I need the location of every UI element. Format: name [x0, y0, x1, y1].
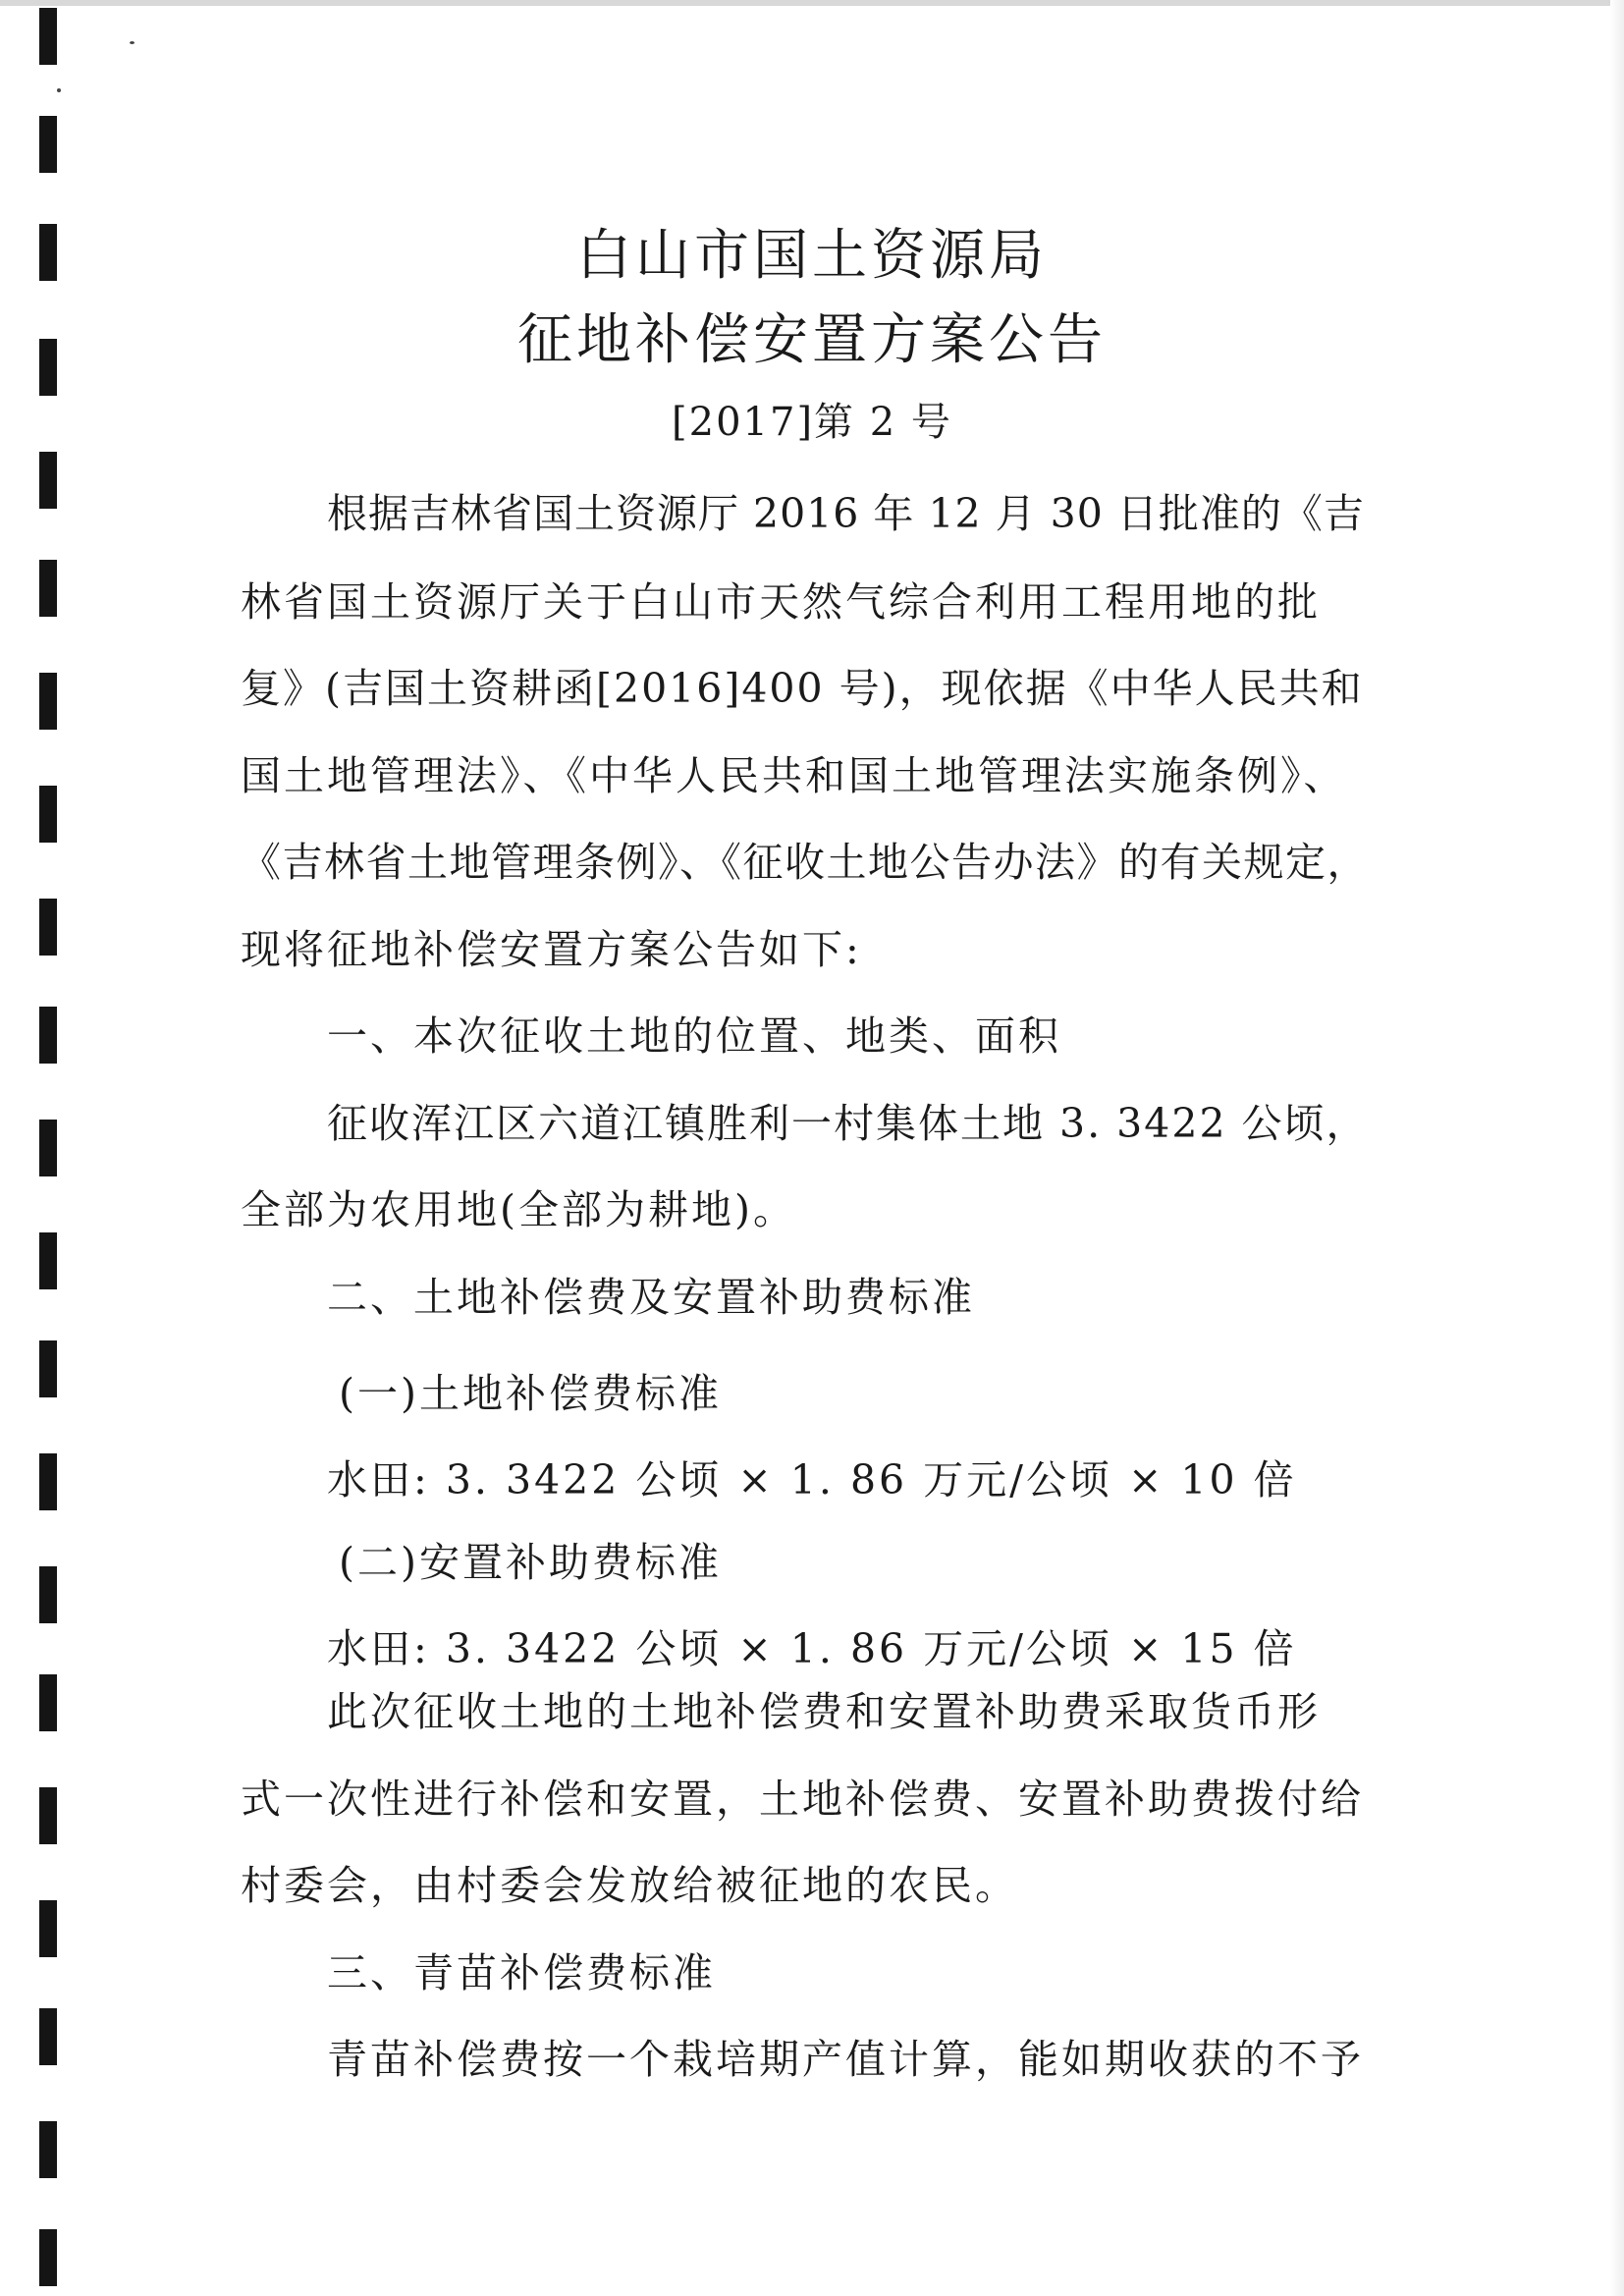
body-line: 式一次性进行补偿和安置，土地补偿费、安置补助费拨付给 [241, 1776, 1364, 1823]
body-line: 国土地管理法》、《中华人民共和国土地管理法实施条例》、 [241, 752, 1347, 799]
binding-mark [39, 786, 57, 843]
binding-mark [39, 1453, 57, 1510]
binding-mark [39, 1120, 57, 1176]
binding-mark [39, 1674, 57, 1731]
binding-mark [39, 2229, 57, 2286]
binding-mark [39, 1566, 57, 1623]
scan-speck [57, 88, 61, 92]
section-heading: 一、本次征收土地的位置、地类、面积 [327, 1012, 1061, 1060]
binding-mark [39, 673, 57, 730]
binding-mark [39, 1787, 57, 1844]
body-line: 村委会，由村委会发放给被征地的农民。 [241, 1862, 1018, 1909]
notice-title-line2: 征地补偿安置方案公告 [517, 308, 1107, 372]
binding-mark [39, 116, 57, 173]
body-line: 《吉林省土地管理条例》、《征收土地公告办法》的有关规定， [241, 839, 1369, 886]
subsection-heading: (一)土地补偿费标准 [339, 1370, 722, 1417]
formula-line: 水田: 3. 3422 公顷 × 1. 86 万元/公顷 × 15 倍 [327, 1625, 1297, 1672]
body-line: 复》(吉国土资耕函[2016]400 号)，现依据《中华人民共和 [241, 665, 1364, 712]
binding-mark [39, 1232, 57, 1289]
binding-mark [39, 899, 57, 956]
binding-mark [39, 1007, 57, 1064]
body-line: 林省国土资源厅关于白山市天然气综合利用工程用地的批 [241, 578, 1321, 626]
document-number: [2017]第 2 号 [672, 400, 952, 445]
body-line: 根据吉林省国土资源厅 2016 年 12 月 30 日批准的《吉 [327, 490, 1365, 537]
subsection-heading: (二)安置补助费标准 [339, 1539, 722, 1586]
body-line: 青苗补偿费按一个栽培期产值计算，能如期收获的不予 [327, 2036, 1364, 2083]
body-line: 现将征地补偿安置方案公告如下: [241, 926, 862, 973]
binding-mark [39, 560, 57, 617]
section-heading: 二、土地补偿费及安置补助费标准 [327, 1274, 975, 1321]
scan-edge-shadow [0, 0, 1624, 6]
formula-line: 水田: 3. 3422 公顷 × 1. 86 万元/公顷 × 10 倍 [327, 1456, 1297, 1503]
notice-title-line1: 白山市国土资源局 [576, 224, 1048, 288]
scan-speck [130, 41, 135, 44]
binding-mark [39, 8, 57, 65]
binding-mark [39, 2008, 57, 2065]
body-line: 此次征收土地的土地补偿费和安置补助费采取货币形 [327, 1688, 1321, 1735]
body-line: 全部为农用地(全部为耕地)。 [241, 1186, 796, 1233]
section-heading: 三、青苗补偿费标准 [327, 1949, 716, 1996]
binding-mark [39, 1340, 57, 1397]
binding-mark [39, 2121, 57, 2178]
binding-mark [39, 1900, 57, 1957]
body-line: 征收浑江区六道江镇胜利一村集体土地 3. 3422 公顷， [327, 1100, 1369, 1147]
binding-mark [39, 452, 57, 509]
